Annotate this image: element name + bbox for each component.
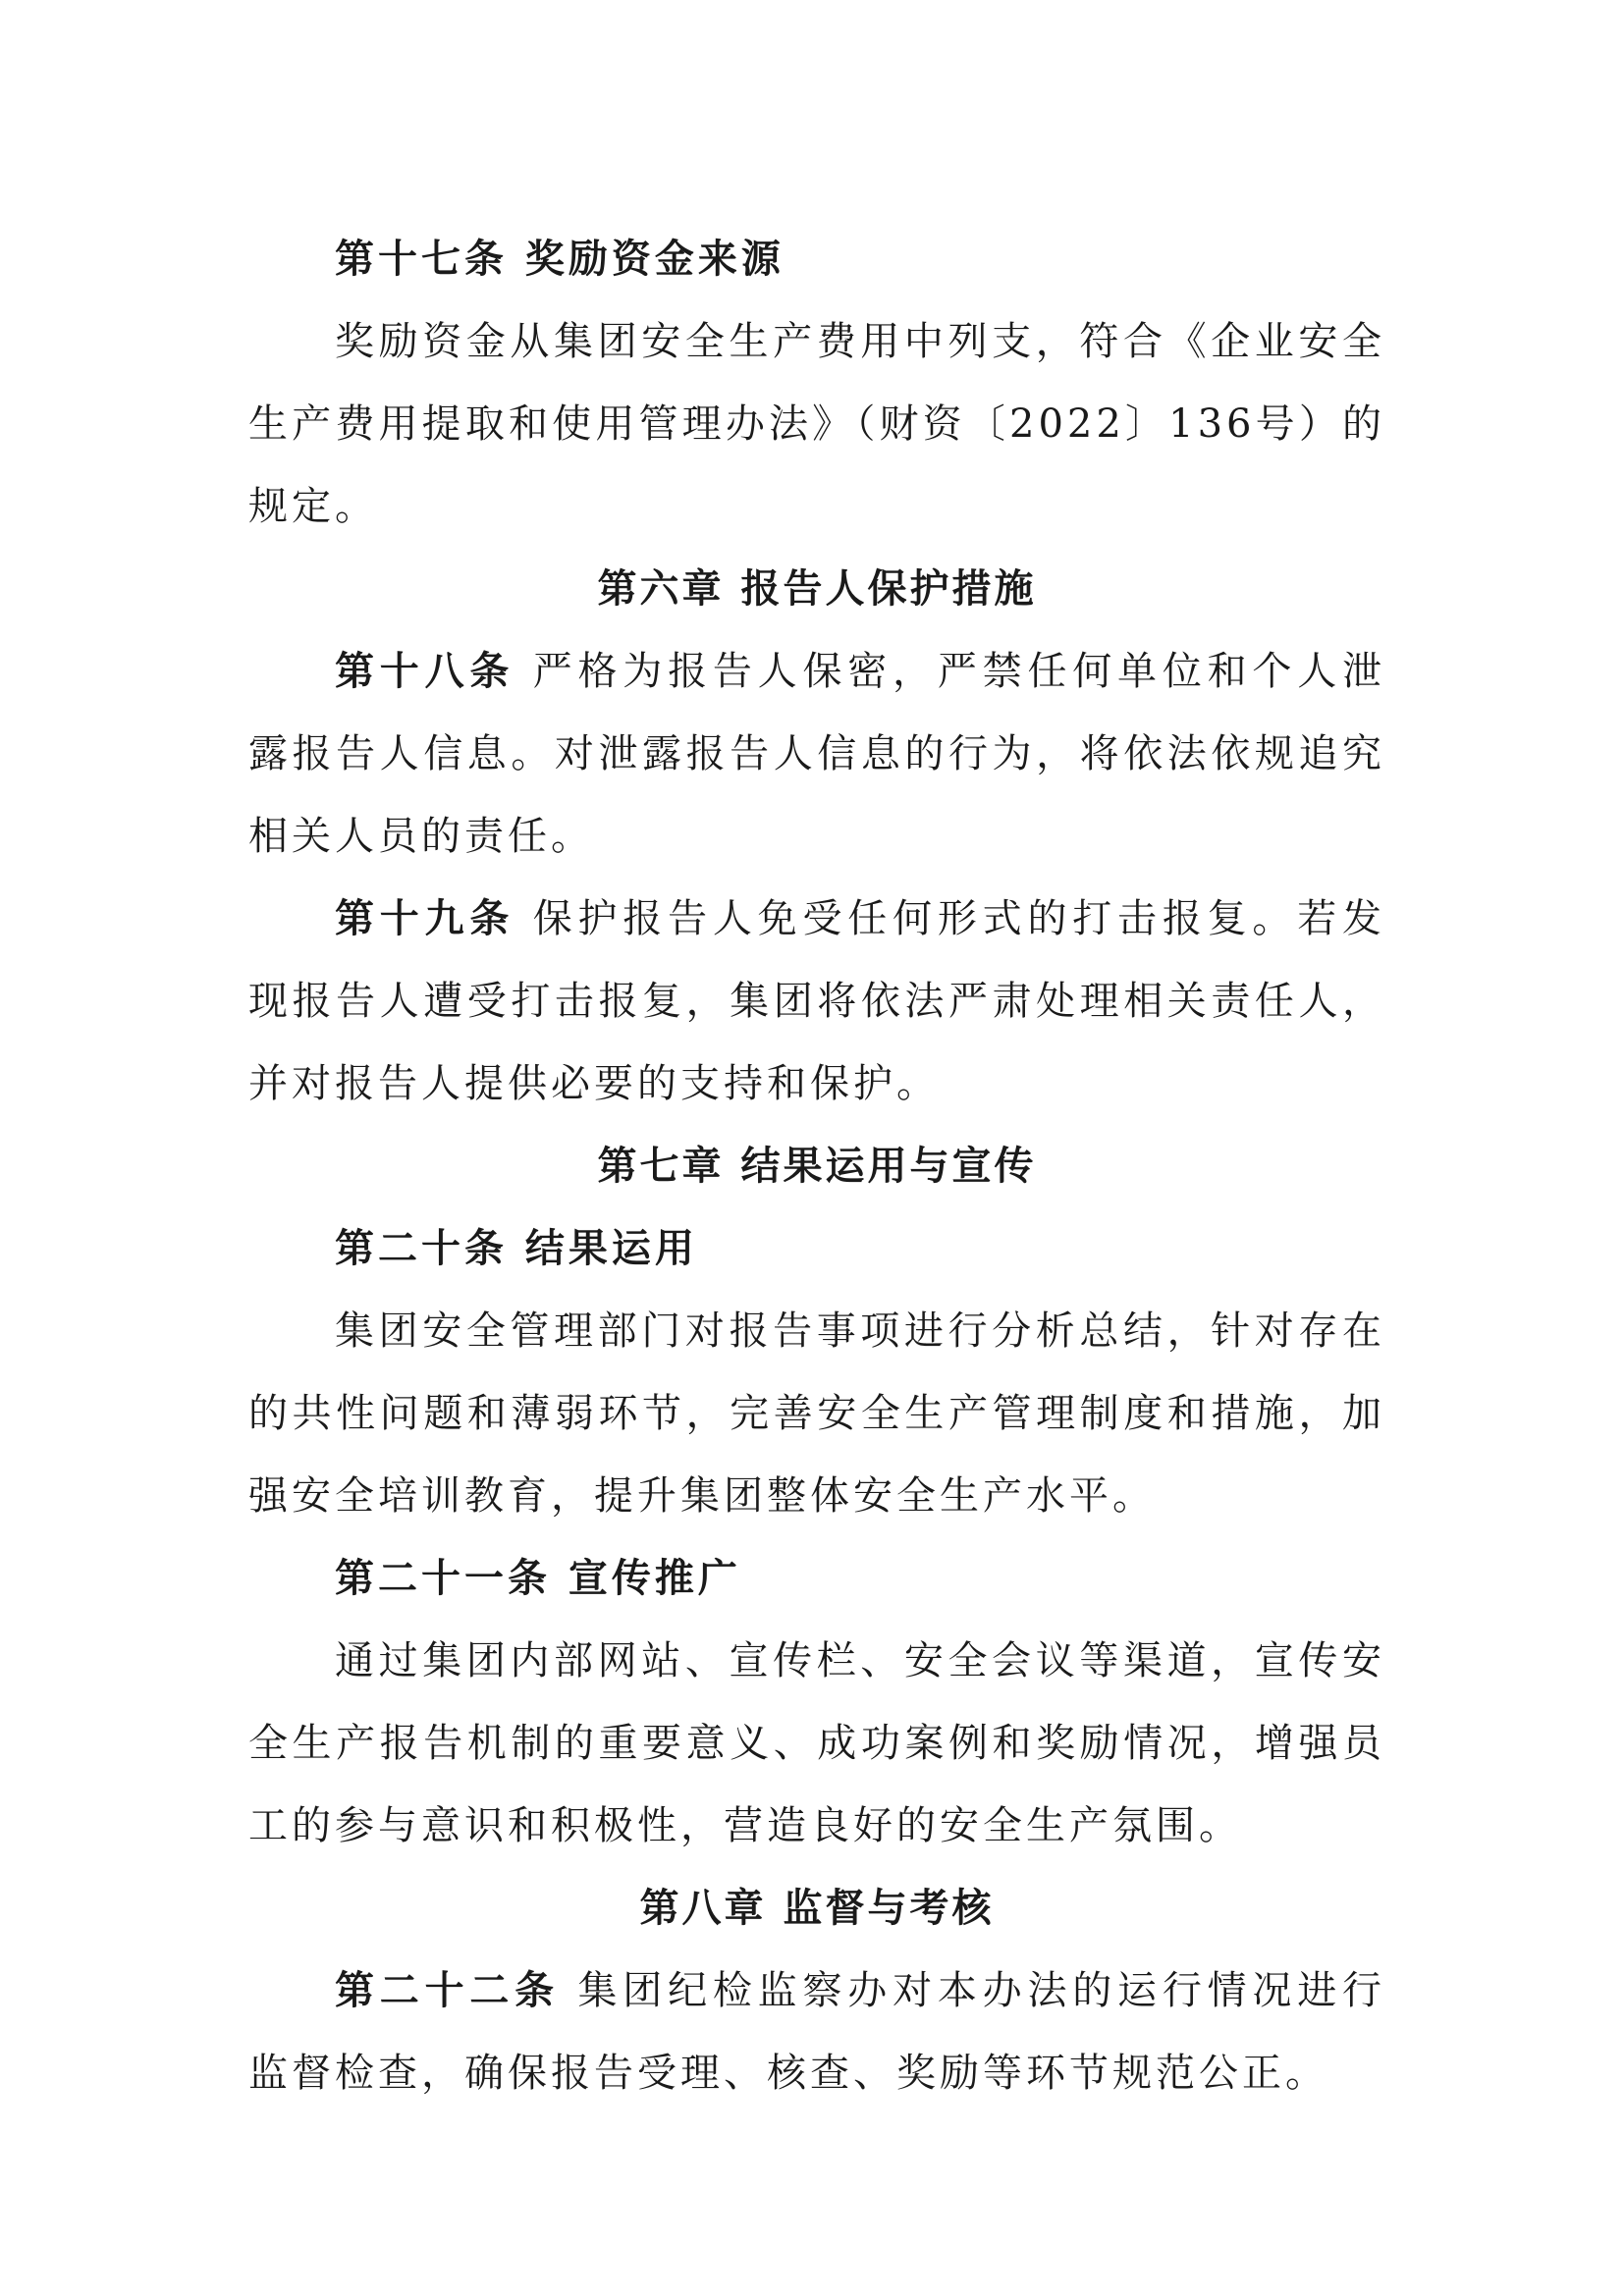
- article-17-heading: 第十七条 奖励资金来源: [335, 236, 785, 282]
- chapter-8-title: 第八章 监督与考核: [639, 1885, 995, 1931]
- article-18-label: 第十八条: [335, 648, 515, 694]
- article-22-line-1: [248, 1949, 1385, 2032]
- article-18-line-1: [248, 630, 1385, 713]
- article-21-line-3: 工的参与意识和积极性，营造良好的安全生产氛围。: [248, 1803, 1242, 1848]
- article-17-line-1: 奖励资金从集团安全生产费用中列支，符合《企业安全: [335, 319, 1385, 364]
- article-20-line-3: 强安全培训教育，提升集团整体安全生产水平。: [248, 1473, 1156, 1519]
- document-page: [248, 218, 1385, 2114]
- article-20-line-1: 集团安全管理部门对报告事项进行分析总结，针对存在: [335, 1308, 1385, 1354]
- article-21-heading: 第二十一条 宣传推广: [335, 1555, 741, 1601]
- article-17-line-2: 生产费用提取和使用管理办法》（财资〔2022〕136号）的: [248, 401, 1385, 447]
- article-19-line-3: 并对报告人提供必要的支持和保护。: [248, 1061, 940, 1106]
- article-18-line-2: 露报告人信息。对泄露报告人信息的行为，将依法依规追究: [248, 731, 1385, 776]
- article-18-text-1: 严格为报告人保密，严禁任何单位和个人泄: [532, 649, 1386, 694]
- article-19-label: 第十九条: [335, 895, 515, 941]
- article-20-line-2: 的共性问题和薄弱环节，完善安全生产管理制度和措施，加: [248, 1391, 1385, 1436]
- article-21-line-1: 通过集团内部网站、宣传栏、安全会议等渠道，宣传安: [335, 1638, 1385, 1683]
- chapter-7-title: 第七章 结果运用与宣传: [597, 1143, 1037, 1189]
- article-21-line-2: 全生产报告机制的重要意义、成功案例和奖励情况，增强员: [248, 1721, 1385, 1766]
- article-17-line-3: 规定。: [248, 484, 378, 529]
- article-20-heading: 第二十条 结果运用: [335, 1225, 698, 1271]
- article-22-label: 第二十二条: [335, 1967, 560, 2013]
- chapter-6-title: 第六章 报告人保护措施: [597, 565, 1037, 612]
- article-22-line-2: 监督检查，确保报告受理、核查、奖励等环节规范公正。: [248, 2051, 1328, 2096]
- article-19-text-1: 保护报告人免受任何形式的打击报复。若发: [532, 896, 1386, 941]
- article-19-line-2: 现报告人遭受打击报复，集团将依法严肃处理相关责任人，: [248, 979, 1385, 1024]
- article-19-line-1: [248, 878, 1385, 960]
- article-18-line-3: 相关人员的责任。: [248, 814, 594, 859]
- article-22-text-1: 集团纪检监察办对本办法的运行情况进行: [577, 1968, 1386, 2013]
